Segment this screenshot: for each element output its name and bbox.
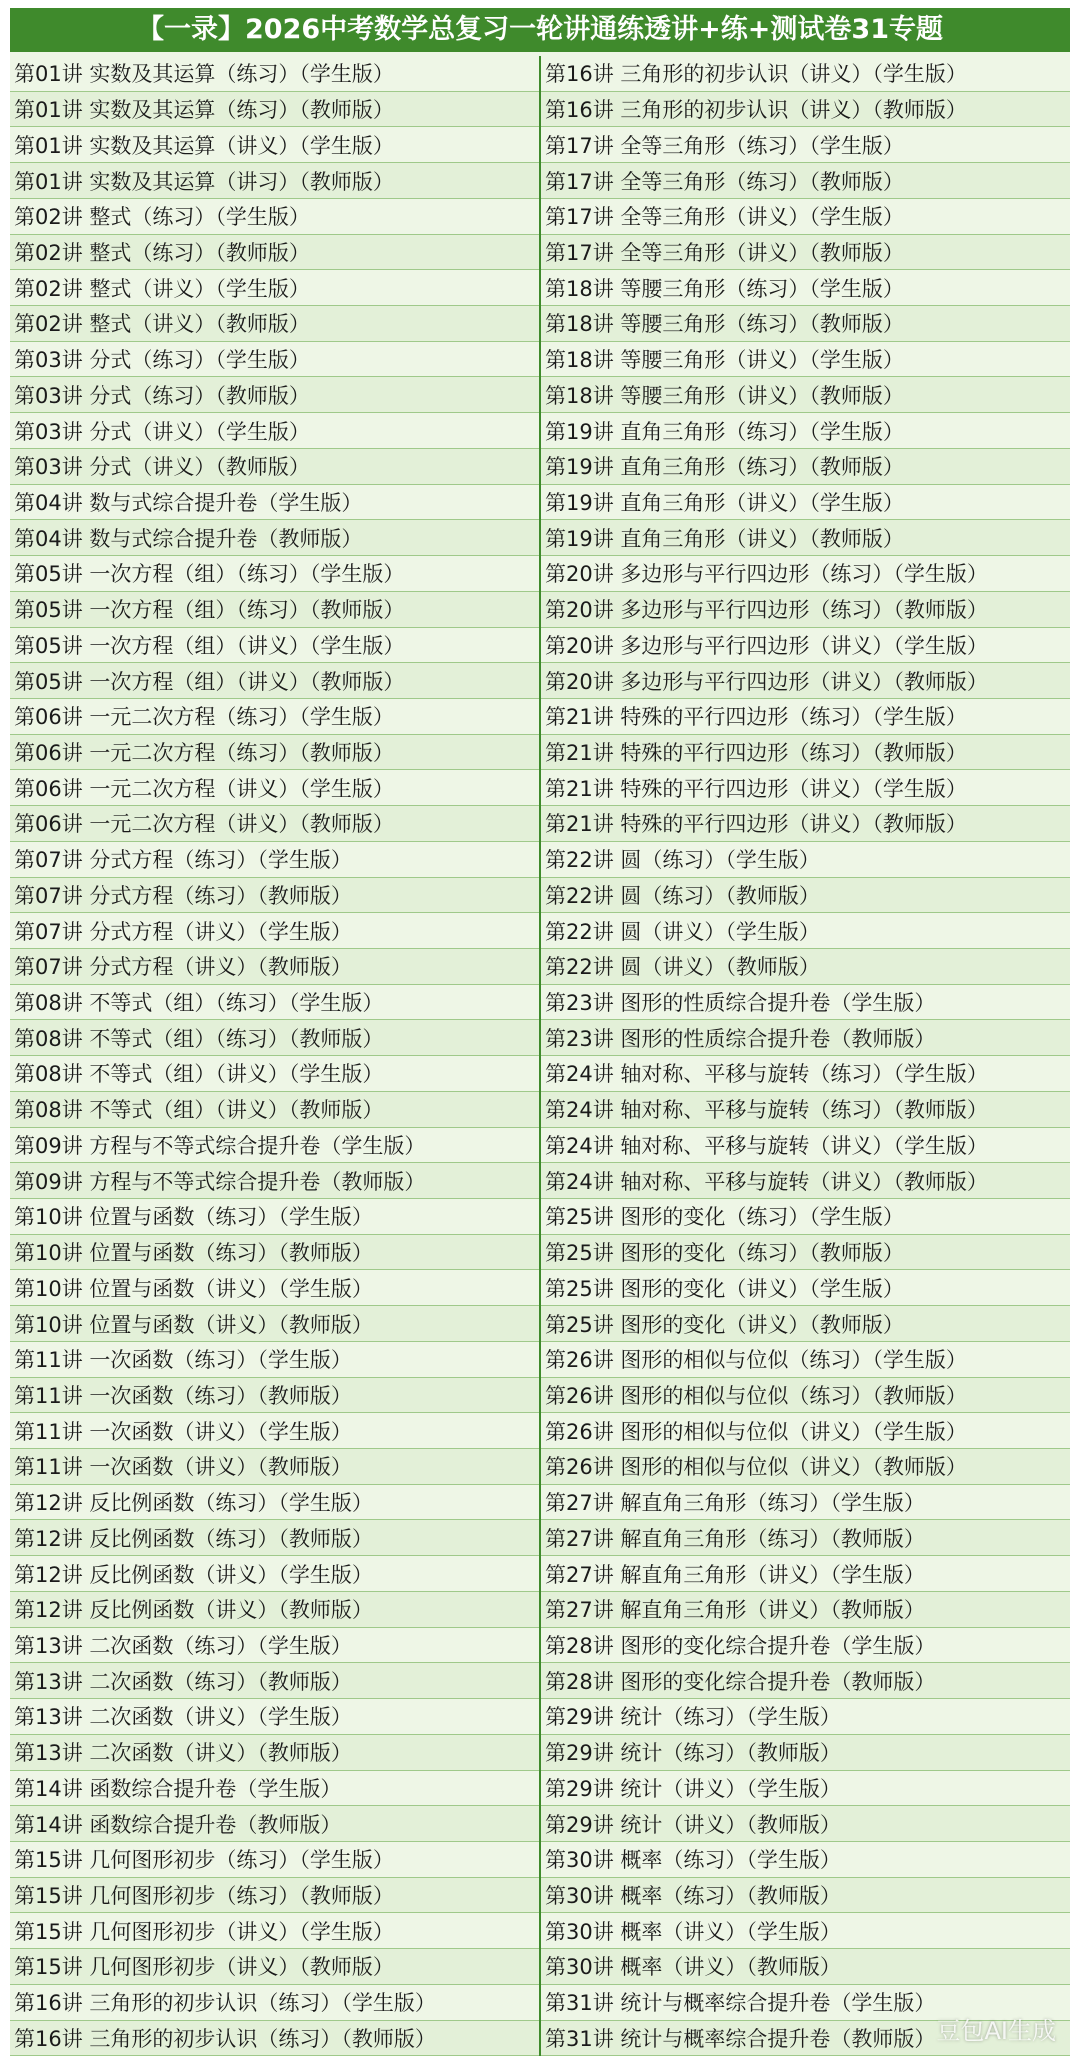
list-item: 第08讲 不等式（组）（讲义）（学生版） <box>10 1056 539 1092</box>
list-item: 第10讲 位置与函数（练习）（教师版） <box>10 1235 539 1271</box>
list-item: 第26讲 图形的相似与位似（讲义）（教师版） <box>541 1449 1070 1485</box>
list-item: 第21讲 特殊的平行四边形（讲义）（教师版） <box>541 806 1070 842</box>
list-item: 第16讲 三角形的初步认识（讲义）（教师版） <box>541 92 1070 128</box>
list-item: 第30讲 概率（练习）（教师版） <box>541 1878 1070 1914</box>
list-item: 第27讲 解直角三角形（讲义）（学生版） <box>541 1556 1070 1592</box>
list-item: 第07讲 分式方程（练习）（学生版） <box>10 842 539 878</box>
list-item: 第20讲 多边形与平行四边形（讲义）（教师版） <box>541 663 1070 699</box>
list-item: 第16讲 三角形的初步认识（讲义）（学生版） <box>541 56 1070 92</box>
list-item: 第05讲 一次方程（组）（练习）（教师版） <box>10 592 539 628</box>
list-item: 第18讲 等腰三角形（讲义）（学生版） <box>541 342 1070 378</box>
list-item: 第25讲 图形的变化（练习）（教师版） <box>541 1235 1070 1271</box>
list-item: 第17讲 全等三角形（讲义）（教师版） <box>541 235 1070 271</box>
list-item: 第15讲 几何图形初步（练习）（学生版） <box>10 1842 539 1878</box>
list-item: 第07讲 分式方程（练习）（教师版） <box>10 878 539 914</box>
list-item: 第17讲 全等三角形（讲义）（学生版） <box>541 199 1070 235</box>
list-item: 第26讲 图形的相似与位似（练习）（学生版） <box>541 1342 1070 1378</box>
list-item: 第11讲 一次函数（练习）（学生版） <box>10 1342 539 1378</box>
list-item: 第15讲 几何图形初步（练习）（教师版） <box>10 1878 539 1914</box>
list-item: 第21讲 特殊的平行四边形（练习）（教师版） <box>541 735 1070 771</box>
list-item: 第10讲 位置与函数（练习）（学生版） <box>10 1199 539 1235</box>
list-item: 第18讲 等腰三角形（讲义）（教师版） <box>541 377 1070 413</box>
catalog-table <box>10 56 1070 2056</box>
list-item: 第06讲 一元二次方程（练习）（教师版） <box>10 735 539 771</box>
list-item: 第16讲 三角形的初步认识（练习）（学生版） <box>10 1985 539 2021</box>
catalog-title: 【一录】2026中考数学总复习一轮讲通练透讲+练+测试卷31专题 <box>10 8 1070 52</box>
list-item: 第06讲 一元二次方程（练习）（学生版） <box>10 699 539 735</box>
list-item: 第24讲 轴对称、平移与旋转（讲义）（教师版） <box>541 1163 1070 1199</box>
list-item: 第19讲 直角三角形（练习）（学生版） <box>541 413 1070 449</box>
list-item: 第08讲 不等式（组）（讲义）（教师版） <box>10 1092 539 1128</box>
list-item: 第02讲 整式（练习）（教师版） <box>10 235 539 271</box>
list-item: 第25讲 图形的变化（讲义）（学生版） <box>541 1270 1070 1306</box>
list-item: 第01讲 实数及其运算（讲习）（教师版） <box>10 163 539 199</box>
list-item: 第06讲 一元二次方程（讲义）（教师版） <box>10 806 539 842</box>
list-item: 第23讲 图形的性质综合提升卷（学生版） <box>541 985 1070 1021</box>
list-item: 第16讲 三角形的初步认识（练习）（教师版） <box>10 2021 539 2057</box>
list-item: 第21讲 特殊的平行四边形（练习）（学生版） <box>541 699 1070 735</box>
list-item: 第15讲 几何图形初步（讲义）（教师版） <box>10 1949 539 1985</box>
list-item: 第05讲 一次方程（组）（讲义）（学生版） <box>10 628 539 664</box>
list-item: 第21讲 特殊的平行四边形（讲义）（学生版） <box>541 770 1070 806</box>
list-item: 第14讲 函数综合提升卷（学生版） <box>10 1771 539 1807</box>
list-item: 第02讲 整式（练习）（学生版） <box>10 199 539 235</box>
list-item: 第11讲 一次函数（讲义）（教师版） <box>10 1449 539 1485</box>
list-item: 第31讲 统计与概率综合提升卷（学生版） <box>541 1985 1070 2021</box>
list-item: 第13讲 二次函数（讲义）（教师版） <box>10 1735 539 1771</box>
list-item: 第03讲 分式（讲义）（学生版） <box>10 413 539 449</box>
list-item: 第29讲 统计（讲义）（学生版） <box>541 1771 1070 1807</box>
list-item: 第17讲 全等三角形（练习）（教师版） <box>541 163 1070 199</box>
list-item: 第22讲 圆（讲义）（学生版） <box>541 913 1070 949</box>
list-item: 第12讲 反比例函数（讲义）（学生版） <box>10 1556 539 1592</box>
list-item: 第29讲 统计（讲义）（教师版） <box>541 1806 1070 1842</box>
list-item: 第04讲 数与式综合提升卷（教师版） <box>10 520 539 556</box>
list-item: 第30讲 概率（讲义）（学生版） <box>541 1913 1070 1949</box>
list-item: 第01讲 实数及其运算（讲义）（学生版） <box>10 127 539 163</box>
list-item: 第28讲 图形的变化综合提升卷（教师版） <box>541 1663 1070 1699</box>
list-item: 第24讲 轴对称、平移与旋转（讲义）（学生版） <box>541 1128 1070 1164</box>
list-item: 第03讲 分式（练习）（教师版） <box>10 377 539 413</box>
list-item: 第28讲 图形的变化综合提升卷（学生版） <box>541 1628 1070 1664</box>
list-item: 第19讲 直角三角形（讲义）（学生版） <box>541 485 1070 521</box>
list-item: 第20讲 多边形与平行四边形（练习）（学生版） <box>541 556 1070 592</box>
list-item: 第27讲 解直角三角形（练习）（教师版） <box>541 1520 1070 1556</box>
list-item: 第12讲 反比例函数（练习）（学生版） <box>10 1485 539 1521</box>
list-item: 第19讲 直角三角形（练习）（教师版） <box>541 449 1070 485</box>
list-item: 第12讲 反比例函数（讲义）（教师版） <box>10 1592 539 1628</box>
list-item: 第09讲 方程与不等式综合提升卷（学生版） <box>10 1128 539 1164</box>
list-item: 第25讲 图形的变化（讲义）（教师版） <box>541 1306 1070 1342</box>
list-item: 第26讲 图形的相似与位似（练习）（教师版） <box>541 1378 1070 1414</box>
list-item: 第27讲 解直角三角形（讲义）（教师版） <box>541 1592 1070 1628</box>
list-item: 第12讲 反比例函数（练习）（教师版） <box>10 1520 539 1556</box>
list-item: 第24讲 轴对称、平移与旋转（练习）（学生版） <box>541 1056 1070 1092</box>
list-item: 第31讲 统计与概率综合提升卷（教师版） <box>541 2021 1070 2057</box>
list-item: 第26讲 图形的相似与位似（讲义）（学生版） <box>541 1413 1070 1449</box>
list-item: 第20讲 多边形与平行四边形（讲义）（学生版） <box>541 628 1070 664</box>
list-item: 第07讲 分式方程（讲义）（学生版） <box>10 913 539 949</box>
list-item: 第13讲 二次函数（讲义）（学生版） <box>10 1699 539 1735</box>
list-item: 第22讲 圆（练习）（学生版） <box>541 842 1070 878</box>
list-item: 第17讲 全等三角形（练习）（学生版） <box>541 127 1070 163</box>
list-item: 第24讲 轴对称、平移与旋转（练习）（教师版） <box>541 1092 1070 1128</box>
list-item: 第08讲 不等式（组）（练习）（教师版） <box>10 1020 539 1056</box>
list-item: 第29讲 统计（练习）（教师版） <box>541 1735 1070 1771</box>
list-item: 第30讲 概率（练习）（学生版） <box>541 1842 1070 1878</box>
list-item: 第13讲 二次函数（练习）（教师版） <box>10 1663 539 1699</box>
list-item: 第10讲 位置与函数（讲义）（学生版） <box>10 1270 539 1306</box>
list-item: 第14讲 函数综合提升卷（教师版） <box>10 1806 539 1842</box>
list-item: 第01讲 实数及其运算（练习）（学生版） <box>10 56 539 92</box>
list-item: 第02讲 整式（讲义）（学生版） <box>10 270 539 306</box>
list-item: 第03讲 分式（讲义）（教师版） <box>10 449 539 485</box>
list-item: 第05讲 一次方程（组）（练习）（学生版） <box>10 556 539 592</box>
list-item: 第20讲 多边形与平行四边形（练习）（教师版） <box>541 592 1070 628</box>
list-item: 第11讲 一次函数（练习）（教师版） <box>10 1378 539 1414</box>
list-item: 第11讲 一次函数（讲义）（学生版） <box>10 1413 539 1449</box>
list-item: 第01讲 实数及其运算（练习）（教师版） <box>10 92 539 128</box>
list-item: 第29讲 统计（练习）（学生版） <box>541 1699 1070 1735</box>
list-item: 第22讲 圆（讲义）（教师版） <box>541 949 1070 985</box>
list-item: 第06讲 一元二次方程（讲义）（学生版） <box>10 770 539 806</box>
list-item: 第30讲 概率（讲义）（教师版） <box>541 1949 1070 1985</box>
list-item: 第27讲 解直角三角形（练习）（学生版） <box>541 1485 1070 1521</box>
left-column <box>10 56 541 2056</box>
catalog-sheet <box>10 8 1070 2056</box>
list-item: 第13讲 二次函数（练习）（学生版） <box>10 1628 539 1664</box>
list-item: 第10讲 位置与函数（讲义）（教师版） <box>10 1306 539 1342</box>
list-item: 第07讲 分式方程（讲义）（教师版） <box>10 949 539 985</box>
list-item: 第05讲 一次方程（组）（讲义）（教师版） <box>10 663 539 699</box>
list-item: 第18讲 等腰三角形（练习）（学生版） <box>541 270 1070 306</box>
list-item: 第09讲 方程与不等式综合提升卷（教师版） <box>10 1163 539 1199</box>
list-item: 第04讲 数与式综合提升卷（学生版） <box>10 485 539 521</box>
list-item: 第08讲 不等式（组）（练习）（学生版） <box>10 985 539 1021</box>
list-item: 第02讲 整式（讲义）（教师版） <box>10 306 539 342</box>
watermark-text: 豆包AI生成 <box>936 2017 1056 2045</box>
right-column <box>541 56 1070 2056</box>
list-item: 第25讲 图形的变化（练习）（学生版） <box>541 1199 1070 1235</box>
list-item: 第03讲 分式（练习）（学生版） <box>10 342 539 378</box>
list-item: 第19讲 直角三角形（讲义）（教师版） <box>541 520 1070 556</box>
list-item: 第18讲 等腰三角形（练习）（教师版） <box>541 306 1070 342</box>
list-item: 第23讲 图形的性质综合提升卷（教师版） <box>541 1020 1070 1056</box>
list-item: 第22讲 圆（练习）（教师版） <box>541 878 1070 914</box>
list-item: 第15讲 几何图形初步（讲义）（学生版） <box>10 1913 539 1949</box>
